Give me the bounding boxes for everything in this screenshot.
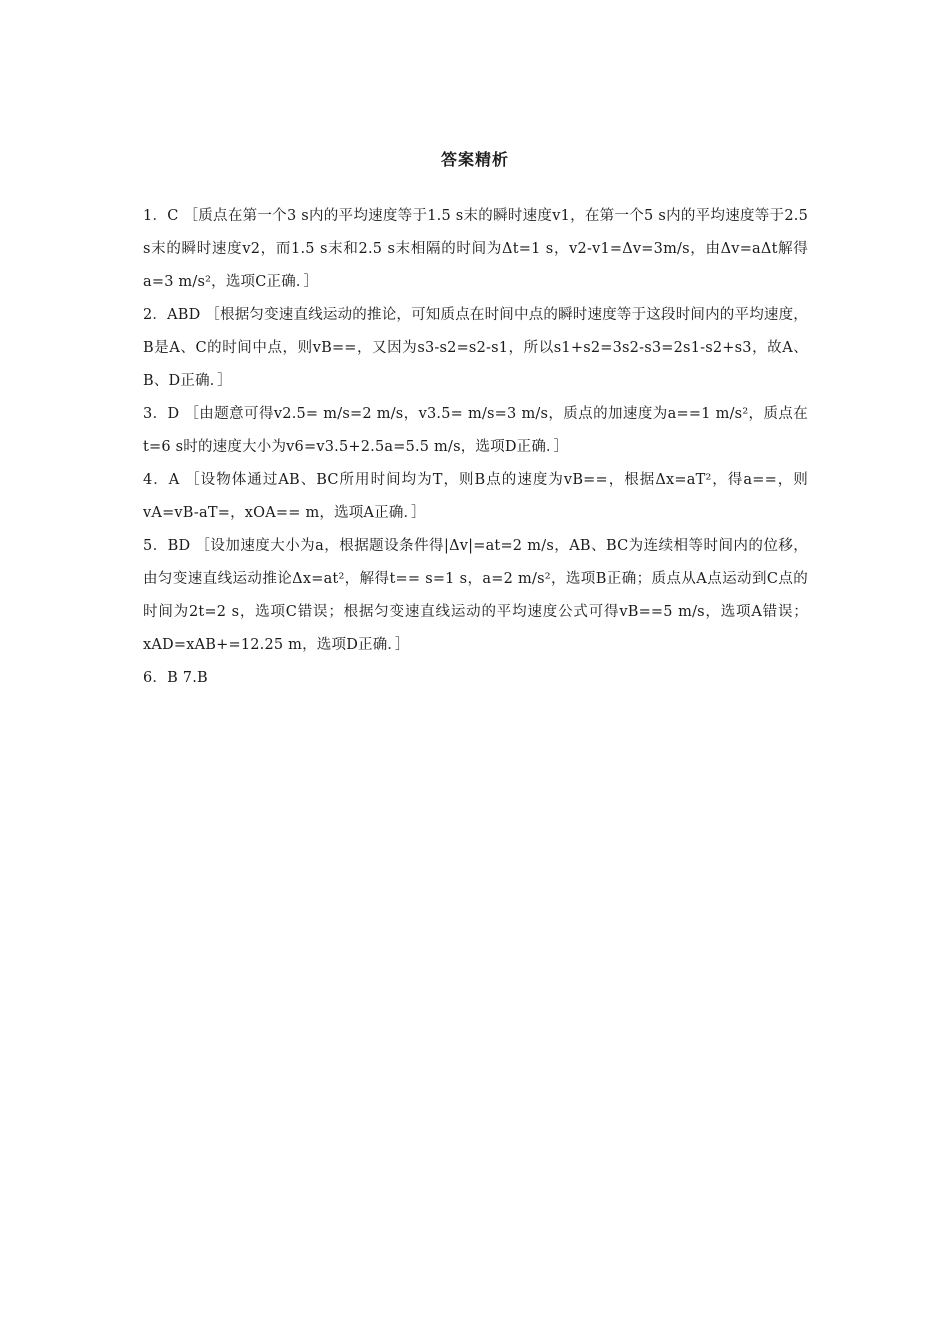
answer-1: 1．C ［质点在第一个3 s内的平均速度等于1.5 s末的瞬时速度v1，在第一个5 s内的平均速度等于2.5 s末的瞬时速度v2，而1.5 s末和2.5 s末相隔的时间为Δt=1 s，v2-v1=Δv=3m/s，由Δv=aΔt解得a=3 m/s²，选项C正确．］ [143, 208, 808, 290]
answer-2: 2．ABD ［根据匀变速直线运动的推论，可知质点在时间中点的瞬时速度等于这段时间内的平均速度，B是A、C的时间中点，则vB==，又因为s3-s2=s2-s1，所以s1+s2=3s2-s3=2s1-s2+s3，故A、B、D正确．］ [143, 307, 808, 389]
answer-6-7: 6．B 7.B [143, 670, 208, 686]
answer-3: 3．D ［由题意可得v2.5= m/s=2 m/s，v3.5= m/s=3 m/s，质点的加速度为a==1 m/s²，质点在t=6 s时的速度大小为v6=v3.5+2.5a=5.5 m/s，选项D正确．］ [143, 406, 808, 455]
answer-5: 5．BD ［设加速度大小为a，根据题设条件得|Δv|=at=2 m/s，AB、BC为连续相等时间内的位移，由匀变速直线运动推论Δx=at²，解得t== s=1 s，a=2 m/s²，选项B正确；质点从A点运动到C点的时间为2t=2 s，选项C错误；根据匀变速直线运动的平均速度公式可得vB==5 m/s，选项A错误；xAD=xAB+=12.25 m，选项D正确．］ [143, 538, 808, 653]
page-title: 答案精析 [440, 150, 509, 169]
answer-list [143, 200, 808, 695]
answer-4: 4．A ［设物体通过AB、BC所用时间均为T，则B点的速度为vB==，根据Δx=aT²，得a==，则vA=vB-aT=，xOA== m，选项A正确．］ [143, 472, 808, 521]
